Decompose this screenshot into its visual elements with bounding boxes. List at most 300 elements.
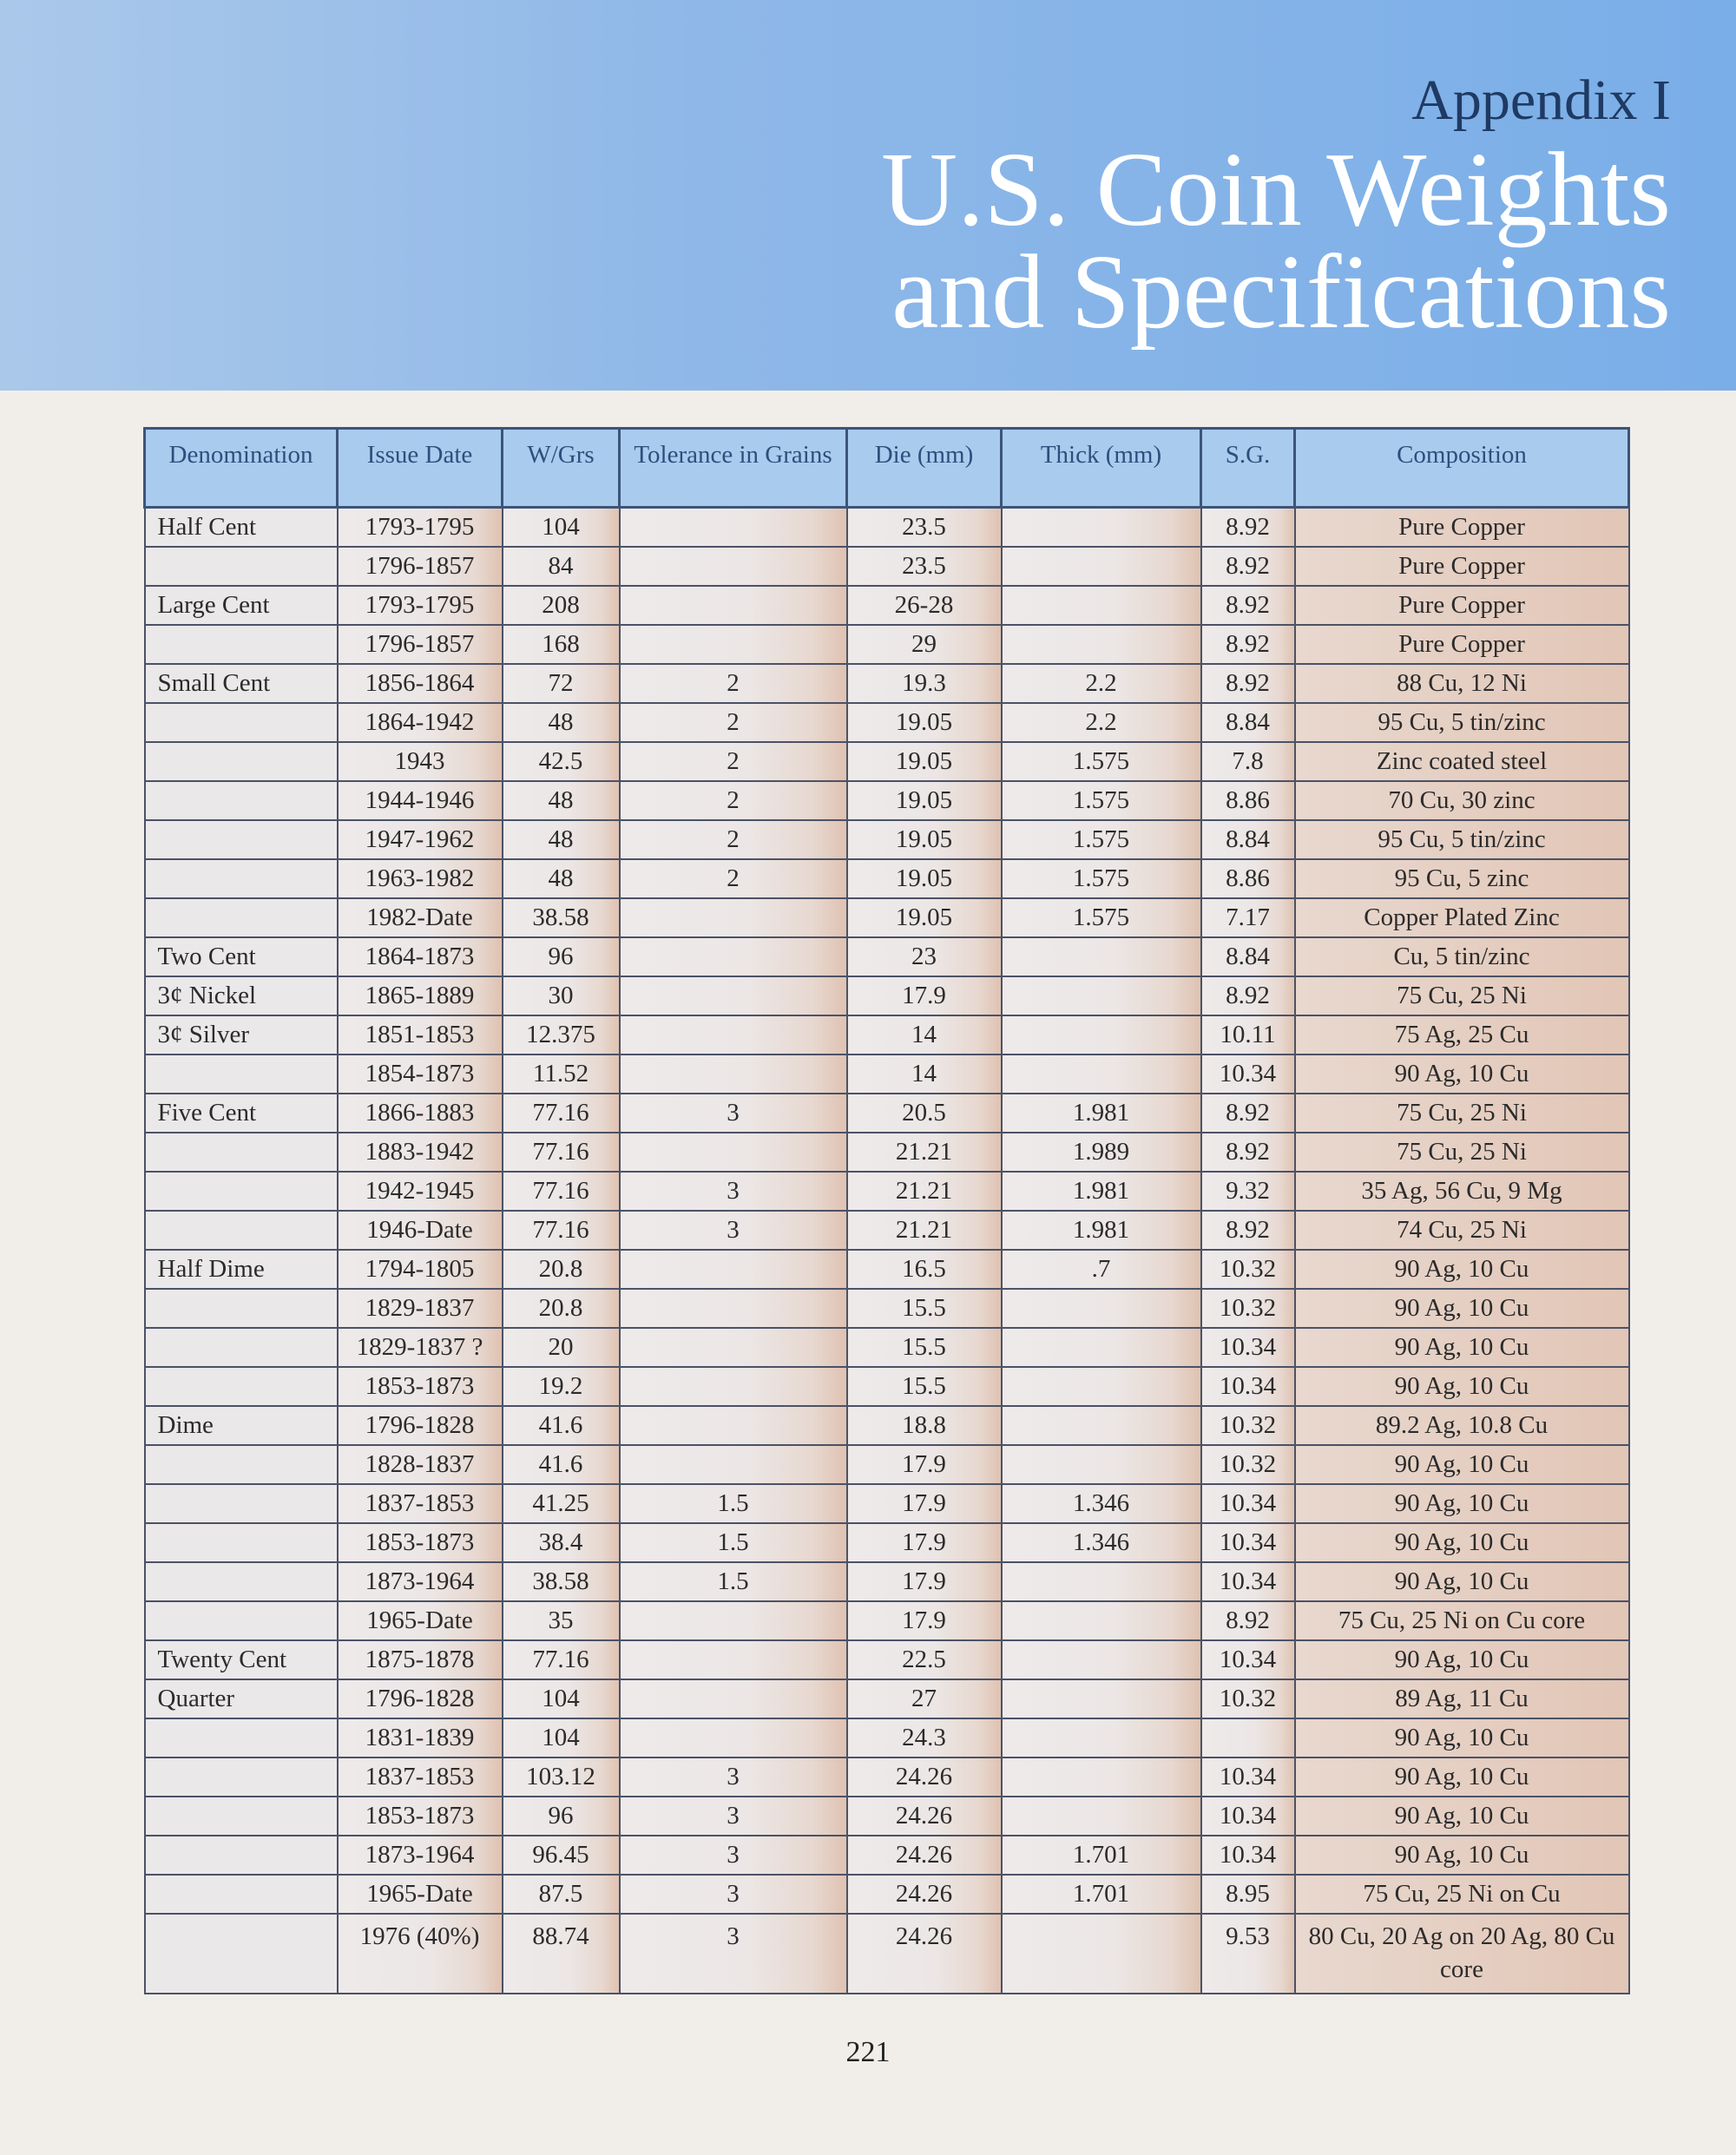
- page-number: 221: [845, 2036, 891, 2068]
- issue-date-cell: 1853-1873: [338, 1797, 503, 1836]
- thick-cell: 1.575: [1002, 859, 1201, 898]
- sg-cell: 10.32: [1201, 1406, 1295, 1445]
- die-cell: 19.05: [847, 898, 1002, 937]
- table-row: [145, 1523, 1629, 1562]
- denomination-cell: Large Cent: [145, 586, 338, 625]
- coin-specs-table: [143, 427, 1630, 1994]
- sg-cell: 10.34: [1201, 1797, 1295, 1836]
- sg-cell: 10.32: [1201, 1250, 1295, 1289]
- tolerance-cell: [620, 1250, 847, 1289]
- composition-cell: 90 Ag, 10 Cu: [1295, 1797, 1629, 1836]
- composition-cell: 75 Cu, 25 Ni: [1295, 1094, 1629, 1133]
- composition-cell: Pure Copper: [1295, 586, 1629, 625]
- denomination-cell: 3¢ Nickel: [145, 976, 338, 1015]
- col-header-tolerance: Tolerance in Grains: [620, 429, 847, 508]
- weight-cell: 41.6: [503, 1406, 620, 1445]
- denomination-cell: [145, 1445, 338, 1484]
- issue-date-cell: 1853-1873: [338, 1523, 503, 1562]
- tolerance-cell: [620, 1679, 847, 1718]
- denomination-cell: [145, 625, 338, 664]
- composition-cell: 90 Ag, 10 Cu: [1295, 1367, 1629, 1406]
- issue-date-cell: 1851-1853: [338, 1015, 503, 1055]
- sg-cell: 10.32: [1201, 1445, 1295, 1484]
- table-row: [145, 1484, 1629, 1523]
- thick-cell: 2.2: [1002, 703, 1201, 742]
- weight-cell: 168: [503, 625, 620, 664]
- issue-date-cell: 1837-1853: [338, 1758, 503, 1797]
- denomination-cell: [145, 1797, 338, 1836]
- tolerance-cell: 3: [620, 1211, 847, 1250]
- col-header-issue-date: Issue Date: [338, 429, 503, 508]
- composition-cell: 90 Ag, 10 Cu: [1295, 1328, 1629, 1367]
- issue-date-cell: 1982-Date: [338, 898, 503, 937]
- denomination-cell: [145, 1133, 338, 1172]
- composition-cell: Pure Copper: [1295, 547, 1629, 586]
- table-row: [145, 1094, 1629, 1133]
- issue-date-cell: 1963-1982: [338, 859, 503, 898]
- issue-date-cell: 1942-1945: [338, 1172, 503, 1211]
- denomination-cell: [145, 820, 338, 859]
- die-cell: 22.5: [847, 1640, 1002, 1679]
- weight-cell: 41.6: [503, 1445, 620, 1484]
- sg-cell: 10.34: [1201, 1758, 1295, 1797]
- composition-cell: 89 Ag, 11 Cu: [1295, 1679, 1629, 1718]
- sg-cell: 10.34: [1201, 1484, 1295, 1523]
- composition-cell: Zinc coated steel: [1295, 742, 1629, 781]
- denomination-cell: Small Cent: [145, 664, 338, 703]
- die-cell: 23.5: [847, 508, 1002, 548]
- denomination-cell: [145, 1055, 338, 1094]
- denomination-cell: [145, 1718, 338, 1758]
- denomination-cell: [145, 1914, 338, 1994]
- thick-cell: [1002, 1328, 1201, 1367]
- denomination-cell: [145, 1758, 338, 1797]
- die-cell: 21.21: [847, 1211, 1002, 1250]
- weight-cell: 20: [503, 1328, 620, 1367]
- die-cell: 24.26: [847, 1875, 1002, 1914]
- denomination-cell: [145, 703, 338, 742]
- die-cell: 19.3: [847, 664, 1002, 703]
- table-row: [145, 1133, 1629, 1172]
- table-row: [145, 547, 1629, 586]
- issue-date-cell: 1976 (40%): [338, 1914, 503, 1994]
- weight-cell: 38.4: [503, 1523, 620, 1562]
- denomination-cell: Two Cent: [145, 937, 338, 976]
- composition-cell: Copper Plated Zinc: [1295, 898, 1629, 937]
- tolerance-cell: 3: [620, 1094, 847, 1133]
- composition-cell: 90 Ag, 10 Cu: [1295, 1836, 1629, 1875]
- sg-cell: 10.34: [1201, 1367, 1295, 1406]
- denomination-cell: [145, 859, 338, 898]
- thick-cell: [1002, 1718, 1201, 1758]
- die-cell: 21.21: [847, 1172, 1002, 1211]
- denomination-cell: [145, 1172, 338, 1211]
- sg-cell: 7.17: [1201, 898, 1295, 937]
- table-row: [145, 1289, 1629, 1328]
- composition-cell: 75 Cu, 25 Ni: [1295, 976, 1629, 1015]
- weight-cell: 48: [503, 781, 620, 820]
- thick-cell: [1002, 1640, 1201, 1679]
- denomination-cell: [145, 1836, 338, 1875]
- tolerance-cell: [620, 547, 847, 586]
- composition-cell: 90 Ag, 10 Cu: [1295, 1562, 1629, 1601]
- sg-cell: 7.8: [1201, 742, 1295, 781]
- weight-cell: 48: [503, 859, 620, 898]
- tolerance-cell: [620, 1601, 847, 1640]
- composition-cell: Pure Copper: [1295, 625, 1629, 664]
- die-cell: 19.05: [847, 781, 1002, 820]
- tolerance-cell: 1.5: [620, 1562, 847, 1601]
- tolerance-cell: 3: [620, 1875, 847, 1914]
- table-row: [145, 1601, 1629, 1640]
- denomination-cell: [145, 742, 338, 781]
- page-title: [881, 131, 1671, 351]
- weight-cell: 48: [503, 820, 620, 859]
- sg-cell: 10.34: [1201, 1523, 1295, 1562]
- table-header-row: [145, 429, 1629, 508]
- table-row: [145, 742, 1629, 781]
- col-header-denomination: Denomination: [145, 429, 338, 508]
- sg-cell: 8.92: [1201, 1094, 1295, 1133]
- denomination-cell: [145, 1562, 338, 1601]
- table-row: [145, 976, 1629, 1015]
- die-cell: 17.9: [847, 1484, 1002, 1523]
- denomination-cell: [145, 1289, 338, 1328]
- sg-cell: 8.92: [1201, 586, 1295, 625]
- tolerance-cell: [620, 508, 847, 548]
- table-row: [145, 1406, 1629, 1445]
- die-cell: 24.3: [847, 1718, 1002, 1758]
- sg-cell: 9.53: [1201, 1914, 1295, 1994]
- thick-cell: [1002, 1445, 1201, 1484]
- thick-cell: [1002, 1914, 1201, 1994]
- sg-cell: 8.92: [1201, 547, 1295, 586]
- tolerance-cell: 3: [620, 1758, 847, 1797]
- thick-cell: [1002, 1406, 1201, 1445]
- table-row: [145, 508, 1629, 548]
- thick-cell: [1002, 547, 1201, 586]
- tolerance-cell: 2: [620, 703, 847, 742]
- weight-cell: 88.74: [503, 1914, 620, 1994]
- thick-cell: .7: [1002, 1250, 1201, 1289]
- die-cell: 19.05: [847, 820, 1002, 859]
- issue-date-cell: 1829-1837: [338, 1289, 503, 1328]
- table-row: [145, 1015, 1629, 1055]
- thick-cell: [1002, 1601, 1201, 1640]
- table-row: [145, 1758, 1629, 1797]
- issue-date-cell: 1965-Date: [338, 1601, 503, 1640]
- denomination-cell: Quarter: [145, 1679, 338, 1718]
- composition-cell: 90 Ag, 10 Cu: [1295, 1484, 1629, 1523]
- die-cell: 17.9: [847, 1523, 1002, 1562]
- thick-cell: [1002, 1562, 1201, 1601]
- table-row: [145, 1679, 1629, 1718]
- die-cell: 18.8: [847, 1406, 1002, 1445]
- composition-cell: 90 Ag, 10 Cu: [1295, 1250, 1629, 1289]
- tolerance-cell: 3: [620, 1797, 847, 1836]
- issue-date-cell: 1864-1873: [338, 937, 503, 976]
- issue-date-cell: 1828-1837: [338, 1445, 503, 1484]
- tolerance-cell: 3: [620, 1172, 847, 1211]
- table-row: [145, 1875, 1629, 1914]
- thick-cell: [1002, 976, 1201, 1015]
- weight-cell: 77.16: [503, 1133, 620, 1172]
- table-body: [145, 508, 1629, 1994]
- tolerance-cell: 2: [620, 859, 847, 898]
- sg-cell: 8.92: [1201, 1211, 1295, 1250]
- tolerance-cell: [620, 1015, 847, 1055]
- table-row: [145, 1836, 1629, 1875]
- sg-cell: 8.84: [1201, 703, 1295, 742]
- sg-cell: 8.92: [1201, 1133, 1295, 1172]
- denomination-cell: [145, 1484, 338, 1523]
- tolerance-cell: 2: [620, 742, 847, 781]
- table-row: [145, 1367, 1629, 1406]
- table-row: [145, 664, 1629, 703]
- weight-cell: 42.5: [503, 742, 620, 781]
- thick-cell: [1002, 508, 1201, 548]
- weight-cell: 35: [503, 1601, 620, 1640]
- appendix-label: Appendix I: [1411, 69, 1671, 132]
- tolerance-cell: [620, 1133, 847, 1172]
- sg-cell: 10.11: [1201, 1015, 1295, 1055]
- issue-date-cell: 1947-1962: [338, 820, 503, 859]
- weight-cell: 84: [503, 547, 620, 586]
- thick-cell: 1.701: [1002, 1875, 1201, 1914]
- weight-cell: 72: [503, 664, 620, 703]
- tolerance-cell: [620, 1328, 847, 1367]
- weight-cell: 48: [503, 703, 620, 742]
- issue-date-cell: 1796-1857: [338, 625, 503, 664]
- weight-cell: 87.5: [503, 1875, 620, 1914]
- weight-cell: 11.52: [503, 1055, 620, 1094]
- weight-cell: 19.2: [503, 1367, 620, 1406]
- composition-cell: 75 Cu, 25 Ni on Cu core: [1295, 1601, 1629, 1640]
- thick-cell: 1.575: [1002, 742, 1201, 781]
- weight-cell: 77.16: [503, 1094, 620, 1133]
- table-row: [145, 625, 1629, 664]
- die-cell: 24.26: [847, 1758, 1002, 1797]
- die-cell: 19.05: [847, 859, 1002, 898]
- die-cell: 15.5: [847, 1328, 1002, 1367]
- tolerance-cell: 2: [620, 664, 847, 703]
- issue-date-cell: 1793-1795: [338, 508, 503, 548]
- weight-cell: 96: [503, 1797, 620, 1836]
- die-cell: 15.5: [847, 1367, 1002, 1406]
- tolerance-cell: [620, 1640, 847, 1679]
- tolerance-cell: [620, 1055, 847, 1094]
- table-row: [145, 1562, 1629, 1601]
- composition-cell: 90 Ag, 10 Cu: [1295, 1523, 1629, 1562]
- weight-cell: 104: [503, 1718, 620, 1758]
- tolerance-cell: [620, 1406, 847, 1445]
- thick-cell: 1.989: [1002, 1133, 1201, 1172]
- die-cell: 24.26: [847, 1836, 1002, 1875]
- die-cell: 19.05: [847, 703, 1002, 742]
- issue-date-cell: 1943: [338, 742, 503, 781]
- tolerance-cell: [620, 937, 847, 976]
- thick-cell: [1002, 1055, 1201, 1094]
- denomination-cell: [145, 547, 338, 586]
- tolerance-cell: [620, 1367, 847, 1406]
- denomination-cell: 3¢ Silver: [145, 1015, 338, 1055]
- composition-cell: 90 Ag, 10 Cu: [1295, 1718, 1629, 1758]
- issue-date-cell: 1864-1942: [338, 703, 503, 742]
- sg-cell: 8.86: [1201, 781, 1295, 820]
- die-cell: 29: [847, 625, 1002, 664]
- denomination-cell: Dime: [145, 1406, 338, 1445]
- sg-cell: 10.34: [1201, 1836, 1295, 1875]
- composition-cell: 90 Ag, 10 Cu: [1295, 1445, 1629, 1484]
- denomination-cell: Half Dime: [145, 1250, 338, 1289]
- weight-cell: 77.16: [503, 1172, 620, 1211]
- thick-cell: [1002, 1367, 1201, 1406]
- denomination-cell: Twenty Cent: [145, 1640, 338, 1679]
- denomination-cell: [145, 898, 338, 937]
- denomination-cell: [145, 1601, 338, 1640]
- specs-table-container: [143, 427, 1628, 1994]
- col-header-composition: Composition: [1295, 429, 1629, 508]
- col-header-weight: W/Grs: [503, 429, 620, 508]
- tolerance-cell: [620, 586, 847, 625]
- tolerance-cell: [620, 625, 847, 664]
- sg-cell: 8.86: [1201, 859, 1295, 898]
- die-cell: 15.5: [847, 1289, 1002, 1328]
- table-row: [145, 1055, 1629, 1094]
- composition-cell: 35 Ag, 56 Cu, 9 Mg: [1295, 1172, 1629, 1211]
- die-cell: 23: [847, 937, 1002, 976]
- denomination-cell: Half Cent: [145, 508, 338, 548]
- weight-cell: 96: [503, 937, 620, 976]
- sg-cell: 10.34: [1201, 1562, 1295, 1601]
- weight-cell: 77.16: [503, 1640, 620, 1679]
- sg-cell: 8.92: [1201, 625, 1295, 664]
- thick-cell: [1002, 625, 1201, 664]
- composition-cell: 88 Cu, 12 Ni: [1295, 664, 1629, 703]
- thick-cell: [1002, 1289, 1201, 1328]
- die-cell: 17.9: [847, 976, 1002, 1015]
- thick-cell: [1002, 1758, 1201, 1797]
- weight-cell: 103.12: [503, 1758, 620, 1797]
- issue-date-cell: 1796-1828: [338, 1406, 503, 1445]
- weight-cell: 30: [503, 976, 620, 1015]
- tolerance-cell: [620, 976, 847, 1015]
- denomination-cell: [145, 1211, 338, 1250]
- tolerance-cell: 1.5: [620, 1484, 847, 1523]
- composition-cell: Cu, 5 tin/zinc: [1295, 937, 1629, 976]
- composition-cell: 75 Cu, 25 Ni: [1295, 1133, 1629, 1172]
- sg-cell: 8.92: [1201, 1601, 1295, 1640]
- sg-cell: 8.92: [1201, 976, 1295, 1015]
- table-row: [145, 1914, 1629, 1994]
- weight-cell: 20.8: [503, 1289, 620, 1328]
- denomination-cell: [145, 781, 338, 820]
- sg-cell: [1201, 1718, 1295, 1758]
- table-row: [145, 1640, 1629, 1679]
- sg-cell: 8.92: [1201, 664, 1295, 703]
- die-cell: 17.9: [847, 1601, 1002, 1640]
- table-row: [145, 820, 1629, 859]
- sg-cell: 8.84: [1201, 937, 1295, 976]
- die-cell: 19.05: [847, 742, 1002, 781]
- weight-cell: 20.8: [503, 1250, 620, 1289]
- denomination-cell: Five Cent: [145, 1094, 338, 1133]
- weight-cell: 38.58: [503, 1562, 620, 1601]
- thick-cell: 2.2: [1002, 664, 1201, 703]
- die-cell: 24.26: [847, 1914, 1002, 1994]
- sg-cell: 9.32: [1201, 1172, 1295, 1211]
- composition-cell: 75 Ag, 25 Cu: [1295, 1015, 1629, 1055]
- composition-cell: 75 Cu, 25 Ni on Cu: [1295, 1875, 1629, 1914]
- composition-cell: 80 Cu, 20 Ag on 20 Ag, 80 Cu core: [1295, 1914, 1629, 1994]
- composition-cell: 89.2 Ag, 10.8 Cu: [1295, 1406, 1629, 1445]
- issue-date-cell: 1856-1864: [338, 664, 503, 703]
- issue-date-cell: 1873-1964: [338, 1562, 503, 1601]
- denomination-cell: [145, 1523, 338, 1562]
- thick-cell: [1002, 586, 1201, 625]
- tolerance-cell: 2: [620, 781, 847, 820]
- weight-cell: 41.25: [503, 1484, 620, 1523]
- tolerance-cell: [620, 1445, 847, 1484]
- die-cell: 23.5: [847, 547, 1002, 586]
- title-line-2: and Specifications: [891, 233, 1671, 351]
- thick-cell: 1.575: [1002, 898, 1201, 937]
- die-cell: 17.9: [847, 1562, 1002, 1601]
- composition-cell: 90 Ag, 10 Cu: [1295, 1289, 1629, 1328]
- issue-date-cell: 1944-1946: [338, 781, 503, 820]
- issue-date-cell: 1875-1878: [338, 1640, 503, 1679]
- thick-cell: 1.575: [1002, 820, 1201, 859]
- table-row: [145, 1172, 1629, 1211]
- table-row: [145, 1445, 1629, 1484]
- table-row: [145, 1250, 1629, 1289]
- thick-cell: [1002, 1679, 1201, 1718]
- denomination-cell: [145, 1367, 338, 1406]
- composition-cell: 74 Cu, 25 Ni: [1295, 1211, 1629, 1250]
- thick-cell: 1.981: [1002, 1172, 1201, 1211]
- issue-date-cell: 1831-1839: [338, 1718, 503, 1758]
- composition-cell: 70 Cu, 30 zinc: [1295, 781, 1629, 820]
- weight-cell: 104: [503, 1679, 620, 1718]
- composition-cell: 90 Ag, 10 Cu: [1295, 1758, 1629, 1797]
- thick-cell: 1.981: [1002, 1211, 1201, 1250]
- tolerance-cell: 1.5: [620, 1523, 847, 1562]
- denomination-cell: [145, 1328, 338, 1367]
- thick-cell: [1002, 1797, 1201, 1836]
- thick-cell: 1.701: [1002, 1836, 1201, 1875]
- weight-cell: 104: [503, 508, 620, 548]
- issue-date-cell: 1793-1795: [338, 586, 503, 625]
- table-row: [145, 703, 1629, 742]
- issue-date-cell: 1853-1873: [338, 1367, 503, 1406]
- thick-cell: 1.346: [1002, 1484, 1201, 1523]
- weight-cell: 77.16: [503, 1211, 620, 1250]
- issue-date-cell: 1883-1942: [338, 1133, 503, 1172]
- composition-cell: 95 Cu, 5 zinc: [1295, 859, 1629, 898]
- table-row: [145, 859, 1629, 898]
- composition-cell: 90 Ag, 10 Cu: [1295, 1640, 1629, 1679]
- issue-date-cell: 1865-1889: [338, 976, 503, 1015]
- die-cell: 24.26: [847, 1797, 1002, 1836]
- table-row: [145, 937, 1629, 976]
- die-cell: 26-28: [847, 586, 1002, 625]
- tolerance-cell: 3: [620, 1836, 847, 1875]
- tolerance-cell: [620, 1289, 847, 1328]
- header-banner: [0, 0, 1736, 391]
- issue-date-cell: 1946-Date: [338, 1211, 503, 1250]
- die-cell: 20.5: [847, 1094, 1002, 1133]
- tolerance-cell: [620, 1718, 847, 1758]
